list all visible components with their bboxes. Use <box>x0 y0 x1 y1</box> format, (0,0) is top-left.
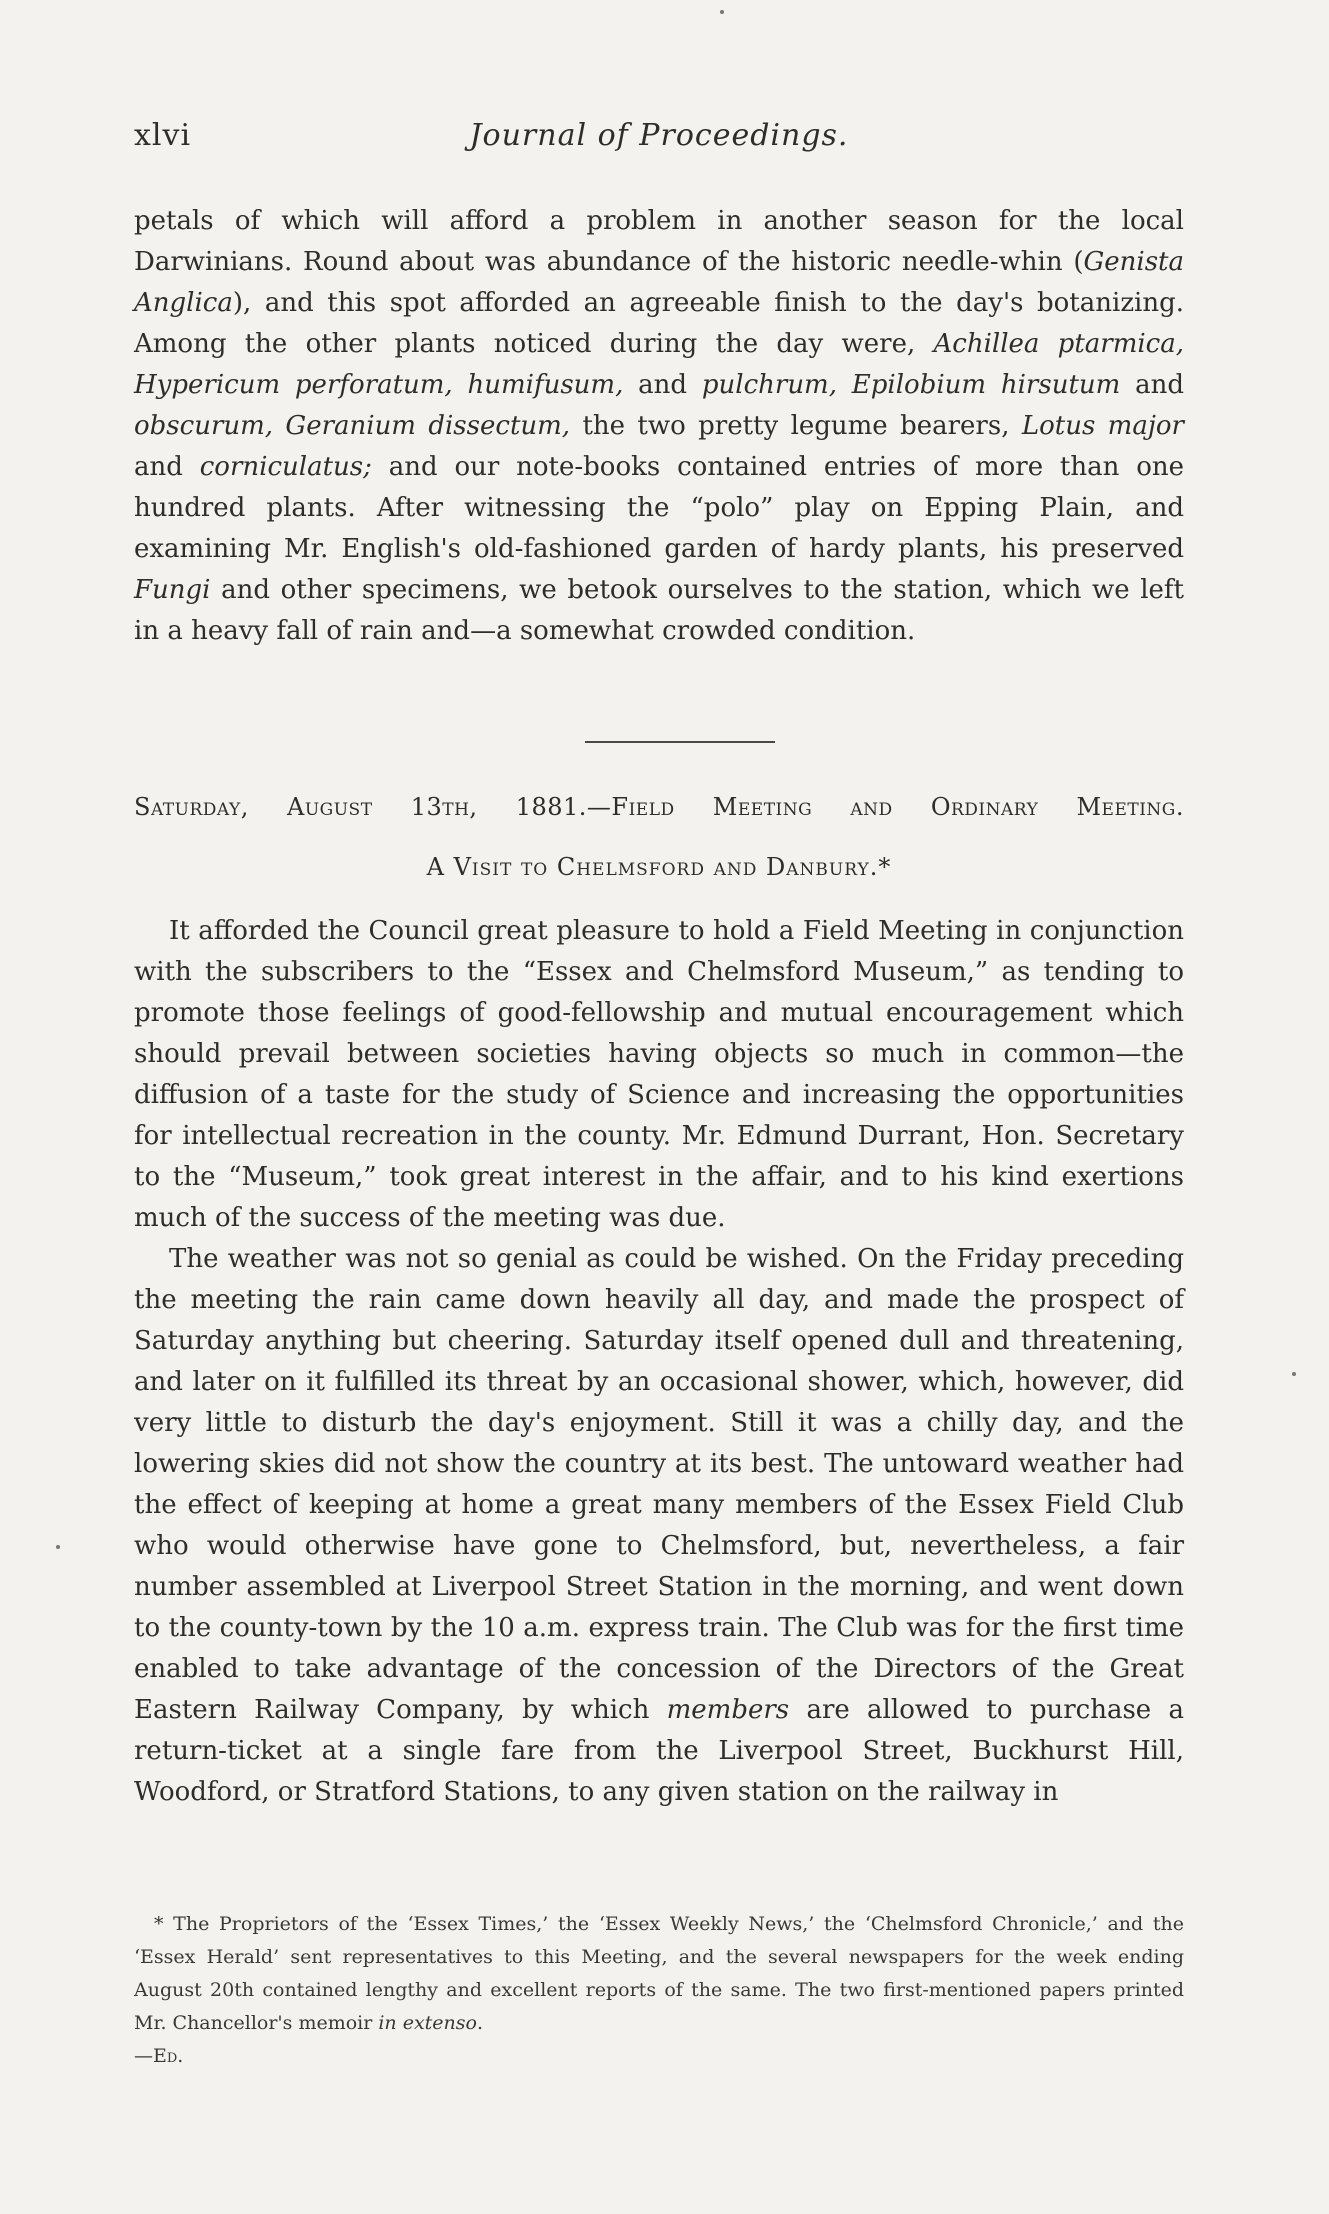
species-name: corniculatus; <box>199 452 372 482</box>
section-plants-continuation <box>134 201 1184 652</box>
page-header <box>134 118 1184 168</box>
running-title: Journal of Proceedings. <box>469 118 849 153</box>
emphasis: members <box>666 1695 790 1725</box>
paragraph: petals of which will afford a problem in another season for the local Darwinians. Round about was abundance of the historic needle-whin (Genista Anglica), and this spot afforded an agreeable finish to the day's botanizing. Among the other plants noticed during the day were, Achillea ptarmica, Hypericum perforatum, humifusum, and pulchrum, Epilobium hirsutum and obscurum, Geranium dissectum, the two pretty legume bearers, Lotus major and corniculatus; and our note-books contained entries of more than one hundred plants. After witnessing the “polo” play on Epping Plain, and examining Mr. English's old-fashioned garden of hardy plants, his preserved Fungi and other specimens, we betook ourselves to the station, which we left in a heavy fall of rain and—a somewhat crowded condition. <box>134 206 1185 646</box>
scan-speck <box>56 1545 60 1549</box>
page-number: xlvi <box>134 118 192 153</box>
scan-speck <box>720 10 724 14</box>
meeting-heading: Saturday, August 13th, 1881.—Field Meeting and Ordinary Meeting. <box>134 793 1184 821</box>
species-name: Genista Anglica <box>134 247 1184 318</box>
scan-speck <box>1292 1372 1296 1376</box>
species-name: Lotus major <box>1021 411 1184 441</box>
species-name: Fungi <box>134 575 211 605</box>
species-name: Achillea ptarmica, Hypericum perforatum, humifusum, <box>134 329 1184 400</box>
editor-signature: —Ed. <box>134 2045 184 2067</box>
species-name: obscurum, Geranium dissectum, <box>134 411 571 441</box>
footnote: * The Proprietors of the ‘Essex Times,’ the ‘Essex Weekly News,’ the ‘Chelmsford Chronicle,’ and the ‘Essex Herald’ sent representatives to this Meeting, and the several newspapers for the week ending August 20th contained lengthy and excellent reports of the same. The two first-mentioned papers printed Mr. Chancellor's memoir in extenso. —Ed. <box>134 1913 1184 2067</box>
paragraph: It afforded the Council great pleasure to hold a Field Meeting in conjunction with the subscribers to the “Essex and Chelmsford Museum,” as tending to promote those feelings of good-fellowship and mutual encouragement which should prevail between societies having objects so much in common—the diffusion of a taste for the study of Science and increasing the opportunities for intellectual recreation in the county. Mr. Edmund Durrant, Hon. Secretary to the “Museum,” took great interest in the affair, and to his kind exertions much of the success of the meeting was due. <box>134 916 1184 1233</box>
section-divider <box>585 741 775 743</box>
paragraph: The weather was not so genial as could be wished. On the Friday preceding the meeting the rain came down heavily all day, and made the prospect of Saturday anything but cheering. Saturday itself opened dull and threatening, and later on it fulfilled its threat by an occasional shower, which, however, did very little to disturb the day's enjoyment. Still it was a chilly day, and the lowering skies did not show the country at its best. The untoward weather had the effect of keeping at home a great many members of the Essex Field Club who would otherwise have gone to Chelmsford, but, nevertheless, a fair number assembled at Liverpool Street Station in the morning, and went down to the county-town by the 10 a.m. express train. The Club was for the first time enabled to take advantage of the concession of the Directors of the Great Eastern Railway Company, by which members are allowed to purchase a return-ticket at a single fare from the Liverpool Street, Buckhurst Hill, Woodford, or Stratford Stations, to any given station on the railway in <box>134 1244 1184 1807</box>
visit-subheading: A Visit to Chelmsford and Danbury.* <box>426 853 892 881</box>
section-chelmsford-visit <box>134 911 1184 1813</box>
species-name: pulchrum, Epilobium hirsutum <box>701 370 1121 400</box>
